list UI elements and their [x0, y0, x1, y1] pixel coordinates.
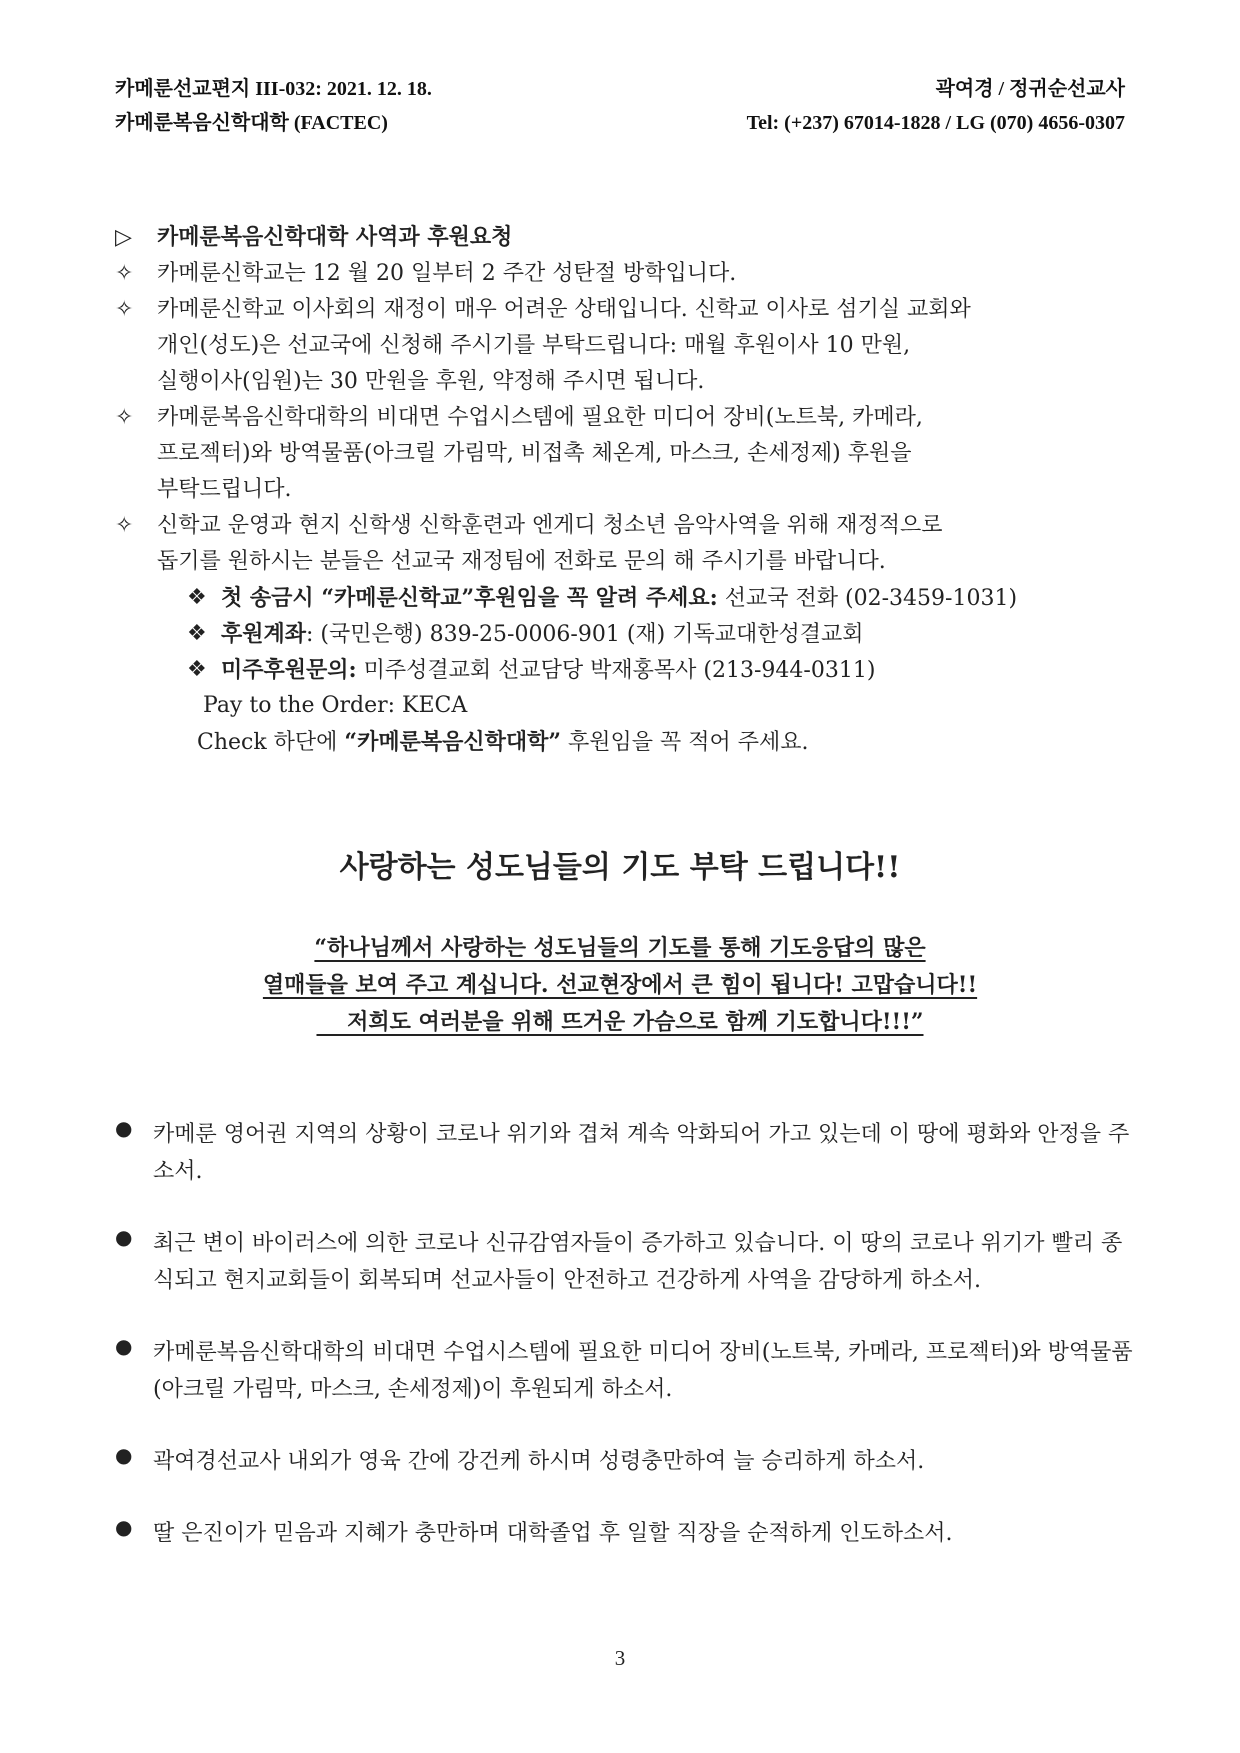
contact-phone: Tel: (+237) 67014-1828 / LG (070) 4656-0307	[746, 112, 1125, 134]
prayer-item	[115, 1225, 1135, 1299]
quote-line: 열매들을 보여 주고 계십니다. 선교현장에서 큰 힘이 됩니다! 고맙습니다!!	[262, 972, 978, 998]
request-text: 신학교 운영과 현지 신학생 신학훈련과 엔게디 청소년 음악사역을 위해 재정적으로	[157, 513, 943, 538]
bullet-dot-icon: ●	[115, 1334, 133, 1358]
bullet-dot-icon: ●	[115, 1225, 133, 1249]
support-request-section	[115, 218, 1125, 760]
request-text: 돕기를 원하시는 분들은 선교국 재정팀에 전화로 문의 해 주시기를 바랍니다.	[157, 549, 886, 574]
letter-header-left	[115, 72, 432, 140]
missionary-names: 곽여경 / 정귀순선교사	[935, 78, 1125, 100]
prayer-item	[115, 1116, 1135, 1190]
sub-item-label: 첫 송금시 “카메룬신학교”후원임을 꼭 알려 주세요:	[221, 585, 718, 611]
triangle-marker-icon: ▷	[115, 224, 132, 250]
section-heading	[115, 218, 1125, 256]
letter-title: 카메룬선교편지 III-032: 2021. 12. 18.	[115, 78, 432, 100]
prayer-list	[115, 1116, 1135, 1552]
request-item	[115, 292, 1125, 400]
sub-item-label: 미주후원문의:	[221, 657, 357, 683]
request-item	[115, 400, 1125, 508]
diamond-bullet-icon: ❖	[187, 657, 207, 682]
sub-item-label: 후원계좌	[221, 621, 307, 647]
bullet-dot-icon: ●	[115, 1515, 133, 1539]
sub-item-us-inquiry	[115, 652, 1125, 688]
request-text: 부탁드립니다.	[157, 477, 292, 502]
prayer-text: 곽여경선교사 내외가 영육 간에 강건케 하시며 성령충만하여 늘 승리하게 하소서.	[153, 1449, 925, 1474]
prayer-text: 카메룬복음신학대학의 비대면 수업시스템에 필요한 미디어 장비(노트북, 카메라, 프로젝터)와 방역물품(아크릴 가림막, 마스크, 손세정제)이 후원되게 하소서.	[153, 1340, 1133, 1402]
request-text: 프로젝터)와 방역물품(아크릴 가림막, 비접촉 체온계, 마스크, 손세정제) 후원을	[157, 441, 912, 466]
diamond-bullet-icon: ❖	[187, 621, 207, 646]
request-item	[115, 256, 1125, 292]
prayer-item	[115, 1334, 1135, 1408]
star-bullet-icon: ✧	[115, 261, 134, 286]
request-text: 카메룬신학교는 12 월 20 일부터 2 주간 성탄절 방학입니다.	[157, 261, 737, 286]
bullet-dot-icon: ●	[115, 1443, 133, 1467]
letter-header-right	[747, 72, 1125, 140]
prayer-text: 카메룬 영어권 지역의 상황이 코로나 위기와 겹쳐 계속 악화되어 가고 있는데 이 땅에 평화와 안정을 주소서.	[153, 1122, 1130, 1184]
thanks-quote	[0, 930, 1240, 1041]
page-number: 3	[614, 1646, 626, 1670]
star-bullet-icon: ✧	[115, 297, 134, 322]
request-item	[115, 508, 1125, 580]
quote-line: 저희도 여러분을 위해 뜨거운 가슴으로 함께 기도합니다!!!”	[316, 1009, 924, 1035]
star-bullet-icon: ✧	[115, 405, 134, 430]
prayer-text: 최근 변이 바이러스에 의한 코로나 신규감염자들이 증가하고 있습니다. 이 땅의 코로나 위기가 빨리 종식되고 현지교회들이 회복되며 선교사들이 안전하고 건강하게 사역을 감당하게 하소서.	[153, 1231, 1123, 1293]
sub-item-account	[115, 616, 1125, 652]
check-bold-text: “카메룬복음신학대학”	[344, 729, 561, 755]
institution-name: 카메룬복음신학대학 (FACTEC)	[115, 112, 388, 134]
sub-item-text: 선교국 전화 (02-3459-1031)	[717, 586, 1018, 611]
prayer-item	[115, 1443, 1135, 1480]
star-bullet-icon: ✧	[115, 513, 134, 538]
request-text: 카메룬신학교 이사회의 재정이 매우 어려운 상태입니다. 신학교 이사로 섬기실 교회와	[157, 297, 971, 322]
section-title: 카메룬복음신학대학 사역과 후원요청	[157, 224, 513, 250]
request-text: 카메룬복음신학대학의 비대면 수업시스템에 필요한 미디어 장비(노트북, 카메라,	[157, 405, 923, 430]
sub-item-text: : (국민은행) 839-25-0006-901 (재) 기독교대한성결교회	[306, 622, 864, 647]
sub-item-text: 미주성결교회 선교담당 박재홍목사 (213-944-0311)	[356, 658, 876, 683]
check-text: 후원임을 꼭 적어 주세요.	[561, 730, 809, 755]
bullet-dot-icon: ●	[115, 1116, 133, 1140]
request-text: 실행이사(임원)는 30 만원을 후원, 약정해 주시면 됩니다.	[157, 369, 705, 394]
pay-to-order: Pay to the Order: KECA	[203, 693, 468, 718]
prayer-item	[115, 1515, 1135, 1552]
prayer-text: 딸 은진이가 믿음과 지혜가 충만하며 대학졸업 후 일할 직장을 순적하게 인도하소서.	[153, 1521, 953, 1546]
prayer-request-title: 사랑하는 성도님들의 기도 부탁 드립니다!!	[339, 850, 901, 885]
quote-line: “하나님께서 사랑하는 성도님들의 기도를 통해 기도응답의 많은	[314, 935, 926, 961]
request-text: 개인(성도)은 선교국에 신청해 주시기를 부탁드립니다: 매월 후원이사 10 만원,	[157, 333, 911, 358]
diamond-bullet-icon: ❖	[187, 585, 207, 610]
check-text: Check 하단에	[197, 730, 345, 755]
sub-item-first-transfer	[115, 580, 1125, 616]
check-memo-instruction	[115, 724, 1125, 760]
